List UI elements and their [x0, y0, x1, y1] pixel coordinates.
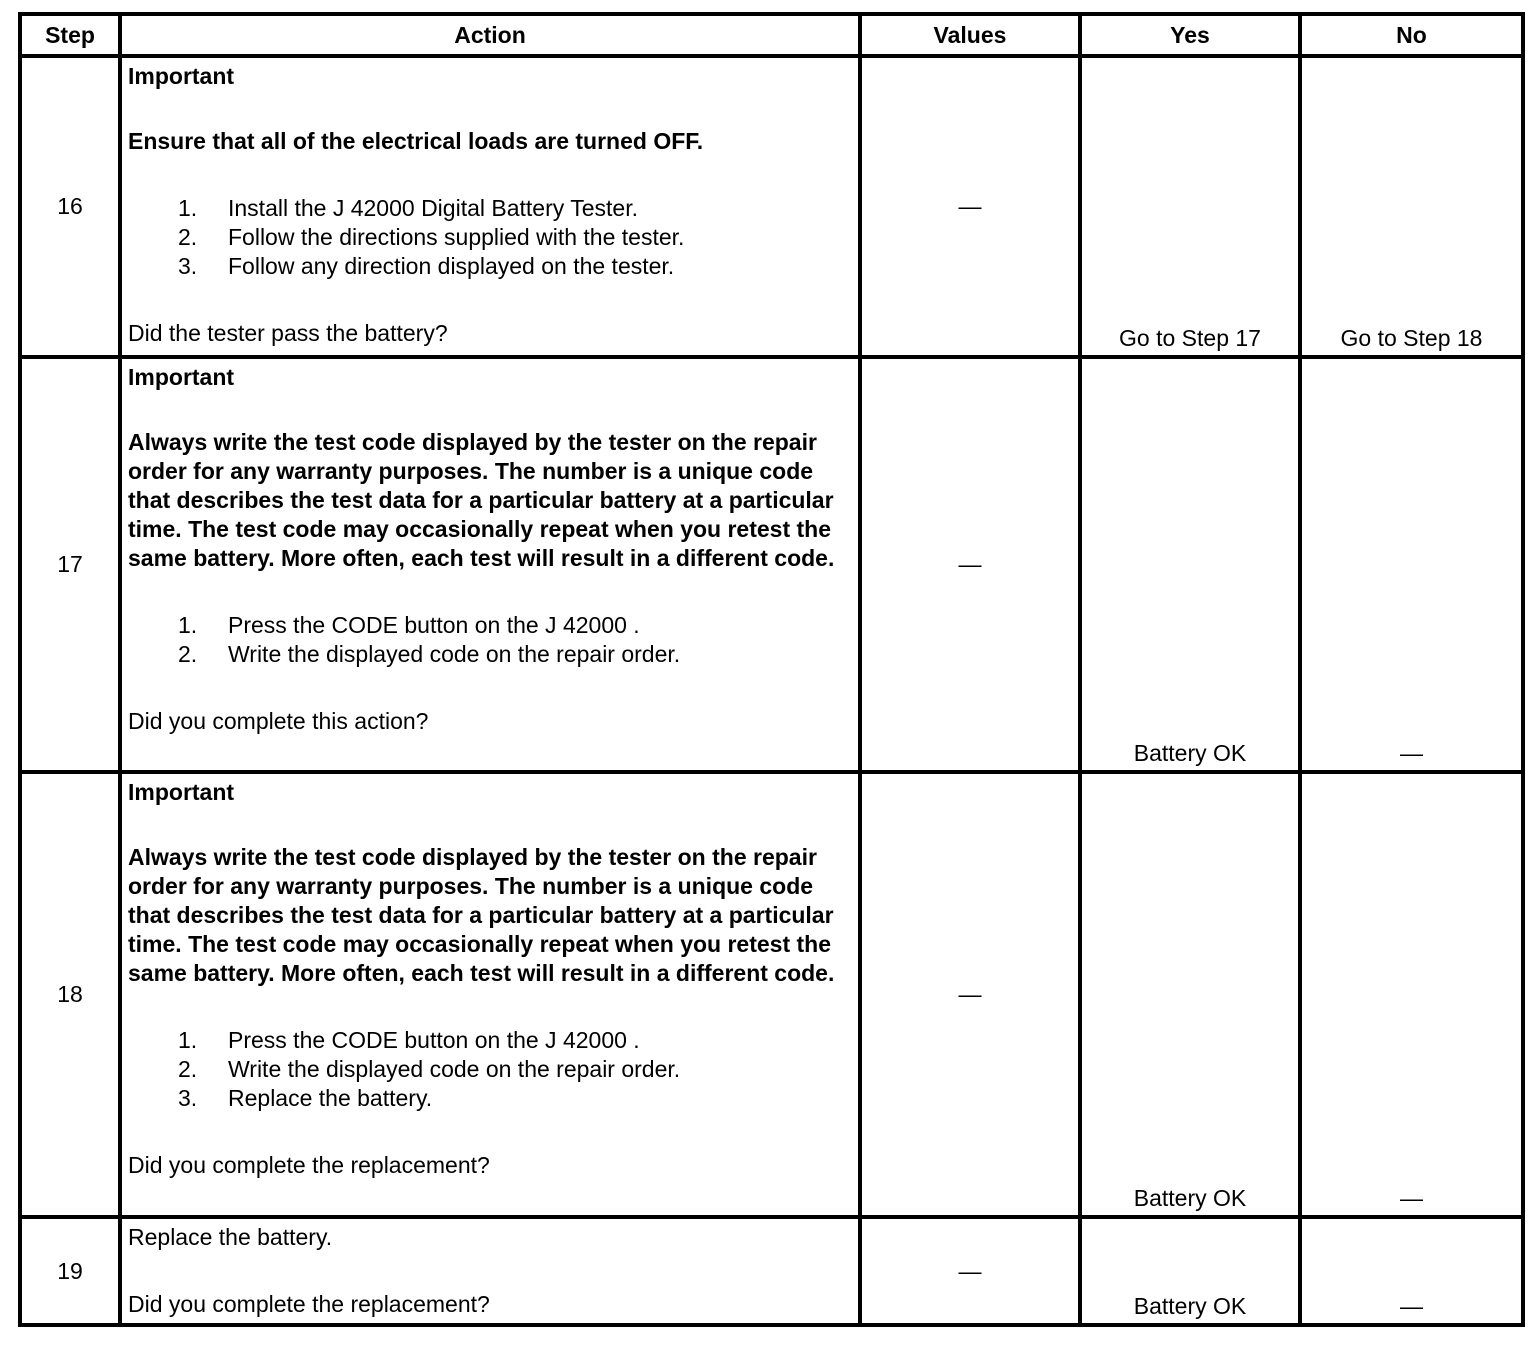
action-list [128, 1026, 838, 1113]
action-cell [120, 357, 860, 772]
list-item: 3. Follow any direction displayed on the tester. [178, 253, 675, 279]
yes-cell: Battery OK [1080, 357, 1300, 772]
question: Did you complete this action? [128, 708, 429, 734]
table-row [20, 357, 1523, 772]
header-step: Step [20, 14, 120, 56]
list-item: 2. Follow the directions supplied with the tester. [178, 224, 685, 250]
action-cell [120, 56, 860, 357]
header-yes: Yes [1080, 14, 1300, 56]
important-note: Always write the test code displayed by the tester on the repair order for any warranty purposes. The number is a unique code that describes the test data for a particular battery at a particular time. The test code may occasionally repeat when you retest the same battery. More often, each test will result in a different code. [128, 429, 835, 571]
list-item: 1. Install the J 42000 Digital Battery Tester. [178, 195, 638, 221]
table-row [20, 56, 1523, 357]
table-row [20, 1217, 1523, 1325]
question: Did you complete the replacement? [128, 1291, 490, 1317]
table-row [20, 772, 1523, 1217]
no-cell: — [1300, 772, 1523, 1217]
header-row [20, 14, 1523, 56]
step-number: 16 [20, 56, 120, 357]
list-item: 1. Press the CODE button on the J 42000 . [178, 1027, 640, 1053]
action-list [128, 611, 838, 669]
important-label: Important [128, 779, 235, 805]
diagnostic-steps-table [18, 12, 1525, 1327]
values-cell: — [860, 1217, 1080, 1325]
yes-cell: Go to Step 17 [1080, 56, 1300, 357]
no-cell: Go to Step 18 [1300, 56, 1523, 357]
list-item: 1. Press the CODE button on the J 42000 . [178, 612, 640, 638]
action-cell [120, 772, 860, 1217]
values-cell: — [860, 56, 1080, 357]
action-list [128, 194, 838, 281]
no-cell: — [1300, 357, 1523, 772]
action-text: Replace the battery. [128, 1224, 333, 1250]
important-note: Always write the test code displayed by the tester on the repair order for any warranty purposes. The number is a unique code that describes the test data for a particular battery at a particular time. The test code may occasionally repeat when you retest the same battery. More often, each test will result in a different code. [128, 844, 835, 986]
header-values: Values [860, 14, 1080, 56]
action-cell [120, 1217, 860, 1325]
important-label: Important [128, 364, 235, 390]
header-no: No [1300, 14, 1523, 56]
step-number: 19 [20, 1217, 120, 1325]
step-number: 17 [20, 357, 120, 772]
values-cell: — [860, 772, 1080, 1217]
no-cell: — [1300, 1217, 1523, 1325]
important-label: Important [128, 63, 235, 89]
values-cell: — [860, 357, 1080, 772]
question: Did the tester pass the battery? [128, 320, 448, 346]
yes-cell: Battery OK [1080, 772, 1300, 1217]
question: Did you complete the replacement? [128, 1152, 490, 1178]
important-note: Ensure that all of the electrical loads are turned OFF. [128, 128, 704, 154]
header-action: Action [120, 14, 860, 56]
yes-cell: Battery OK [1080, 1217, 1300, 1325]
list-item: 2. Write the displayed code on the repair order. [178, 641, 681, 667]
list-item: 3. Replace the battery. [178, 1085, 433, 1111]
step-number: 18 [20, 772, 120, 1217]
list-item: 2. Write the displayed code on the repair order. [178, 1056, 681, 1082]
